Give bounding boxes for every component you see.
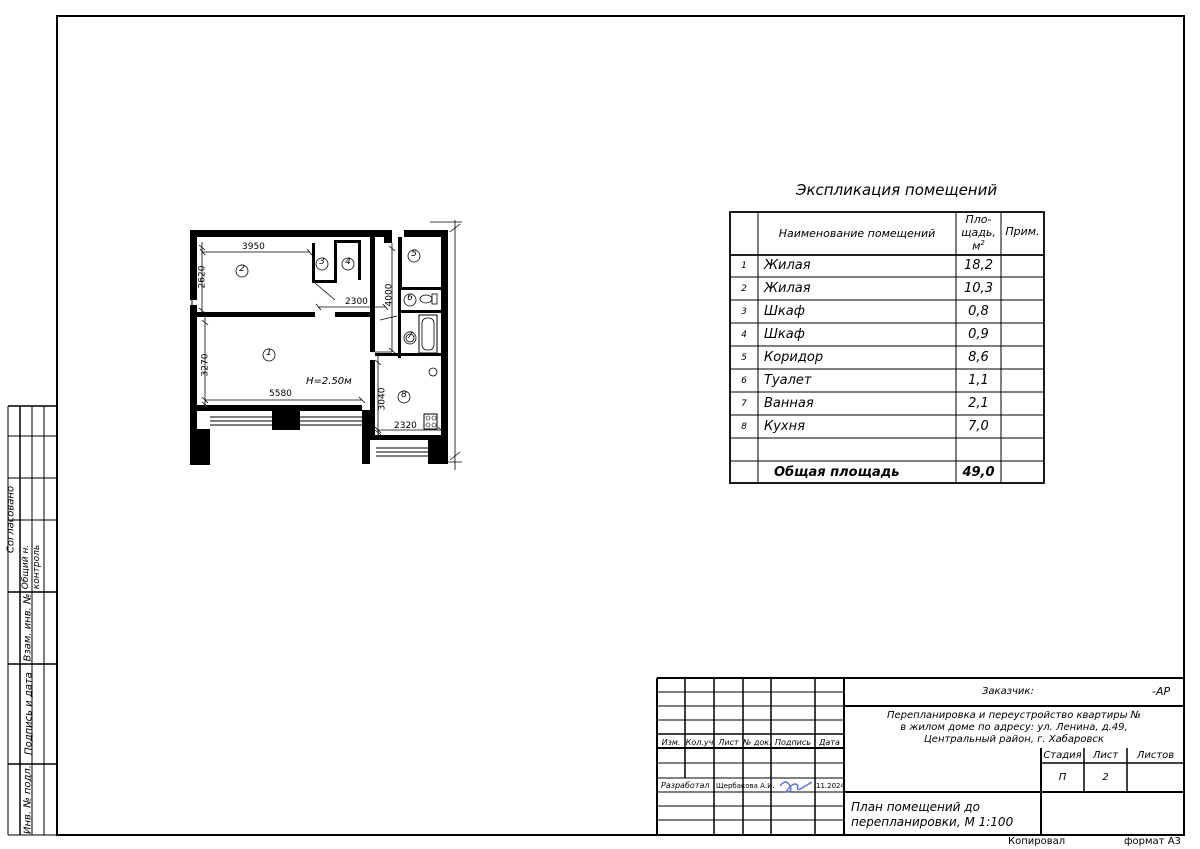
col-izm: Изм. xyxy=(661,738,681,747)
room-number-1: 1 xyxy=(266,348,272,358)
footer-format: формат А3 xyxy=(1124,836,1181,847)
top-pillar xyxy=(384,230,392,243)
sheets-label: Листов xyxy=(1136,750,1175,761)
row-3-num: 3 xyxy=(741,307,747,317)
header-name: Наименование помещений xyxy=(778,227,936,240)
row-5-area: 8,6 xyxy=(968,350,989,365)
row-1-num: 1 xyxy=(741,261,747,271)
project-title-l1: Перепланировка и переустройство квартиры № xyxy=(886,710,1142,721)
row-5-name: Коридор xyxy=(764,350,824,365)
project-title-l3: Центральный район, г. Хабаровск xyxy=(924,734,1104,745)
side-sign-date: Подпись и дата xyxy=(23,672,35,755)
row-8-num: 8 xyxy=(741,422,747,432)
header-area-l2: щадь, xyxy=(961,226,996,239)
explication-title: Экспликация помещений xyxy=(796,181,998,199)
row-1-name: Жилая xyxy=(764,258,811,273)
outer-wall-left-upper xyxy=(190,230,197,300)
header-area-l1: Пло- xyxy=(965,213,992,226)
row-7-num: 7 xyxy=(741,399,747,409)
row-7-name: Ванная xyxy=(764,396,814,411)
col-doc: № док. xyxy=(743,738,772,747)
row-3-name: Шкаф xyxy=(764,304,805,319)
side-tech2: контроль xyxy=(32,544,42,590)
room-number-5: 5 xyxy=(411,249,417,259)
col-date: Дата xyxy=(819,738,840,747)
row-1-area: 18,2 xyxy=(964,258,993,273)
developer-name: Щербакова А.И. xyxy=(716,782,775,790)
room-number-3: 3 xyxy=(319,257,325,267)
row-6-name: Туалет xyxy=(764,373,812,388)
header-area-sup: 2 xyxy=(980,239,985,247)
total-label: Общая площадь xyxy=(774,465,900,480)
project-title-l2: в жилом доме по адресу: ул. Ленина, д.49, xyxy=(900,722,1128,733)
room-number-6: 6 xyxy=(407,293,413,303)
dimension-lines xyxy=(199,220,462,470)
side-inv-orig: Инв. № подл. xyxy=(22,765,34,834)
drawing-title-l1: План помещений до xyxy=(851,800,980,814)
developed-label: Разработал xyxy=(661,781,710,790)
side-tech1: Общий н. xyxy=(21,544,31,590)
row-4-name: Шкаф xyxy=(764,327,805,342)
room-number-4: 4 xyxy=(345,257,351,267)
outer-wall-bottom-block xyxy=(362,410,370,464)
developer-date: 11.2024 xyxy=(816,782,845,790)
outer-wall-bottom-mid xyxy=(272,410,300,430)
dim-4000: 4000 xyxy=(384,283,395,307)
side-agreed: Согласовано xyxy=(5,485,17,554)
row-3-area: 0,8 xyxy=(968,304,989,319)
outer-wall-bottom-left xyxy=(190,429,210,465)
project-code: -АР xyxy=(1152,685,1171,698)
row-4-area: 0,9 xyxy=(968,327,989,342)
dim-2320: 2320 xyxy=(394,421,417,431)
row-5-num: 5 xyxy=(741,353,747,363)
header-note: Прим. xyxy=(1005,225,1040,238)
outer-wall-bottom-right xyxy=(428,440,448,464)
room-number-2: 2 xyxy=(239,264,245,274)
room-number-8: 8 xyxy=(401,390,407,400)
height-label: H=2.50м xyxy=(306,376,352,387)
toilet xyxy=(420,295,432,303)
row-2-name: Жилая xyxy=(764,281,811,296)
signature-scribble xyxy=(780,782,812,792)
stage-label: Стадия xyxy=(1043,750,1082,761)
dim-3950: 3950 xyxy=(242,242,265,252)
room-number-7: 7 xyxy=(407,331,413,341)
stage-value: П xyxy=(1058,772,1067,783)
col-list: Лист xyxy=(718,738,739,747)
row-8-area: 7,0 xyxy=(968,419,989,434)
row-8-name: Кухня xyxy=(764,419,805,434)
row-2-area: 10,3 xyxy=(964,281,993,296)
header-area-l3: $м^2$ xyxy=(972,239,985,253)
drawing-title-l2: перепланировки, М 1:100 xyxy=(851,815,1014,829)
footer-copied: Копировал xyxy=(1008,836,1066,847)
dim-5580: 5580 xyxy=(269,389,292,399)
total-value: 49,0 xyxy=(962,465,995,480)
side-inv-vzam: Взам. инв. № xyxy=(22,593,34,662)
row-2-num: 2 xyxy=(741,284,747,294)
sheet-label: Лист xyxy=(1092,750,1119,761)
dim-3040: 3040 xyxy=(377,387,388,411)
customer-label: Заказчик: xyxy=(982,686,1034,697)
row-4-num: 4 xyxy=(741,330,747,340)
row-7-area: 2,1 xyxy=(968,396,989,411)
dim-2300: 2300 xyxy=(345,297,368,307)
col-kol: Кол.уч xyxy=(685,738,714,747)
row-6-num: 6 xyxy=(741,376,747,386)
dim-3270: 3270 xyxy=(200,353,211,377)
sheet-value: 2 xyxy=(1102,772,1109,783)
dim-2620: 2620 xyxy=(197,265,208,289)
col-sign: Подпись xyxy=(775,738,811,747)
row-6-area: 1,1 xyxy=(968,373,989,388)
outer-wall-right xyxy=(441,230,448,460)
